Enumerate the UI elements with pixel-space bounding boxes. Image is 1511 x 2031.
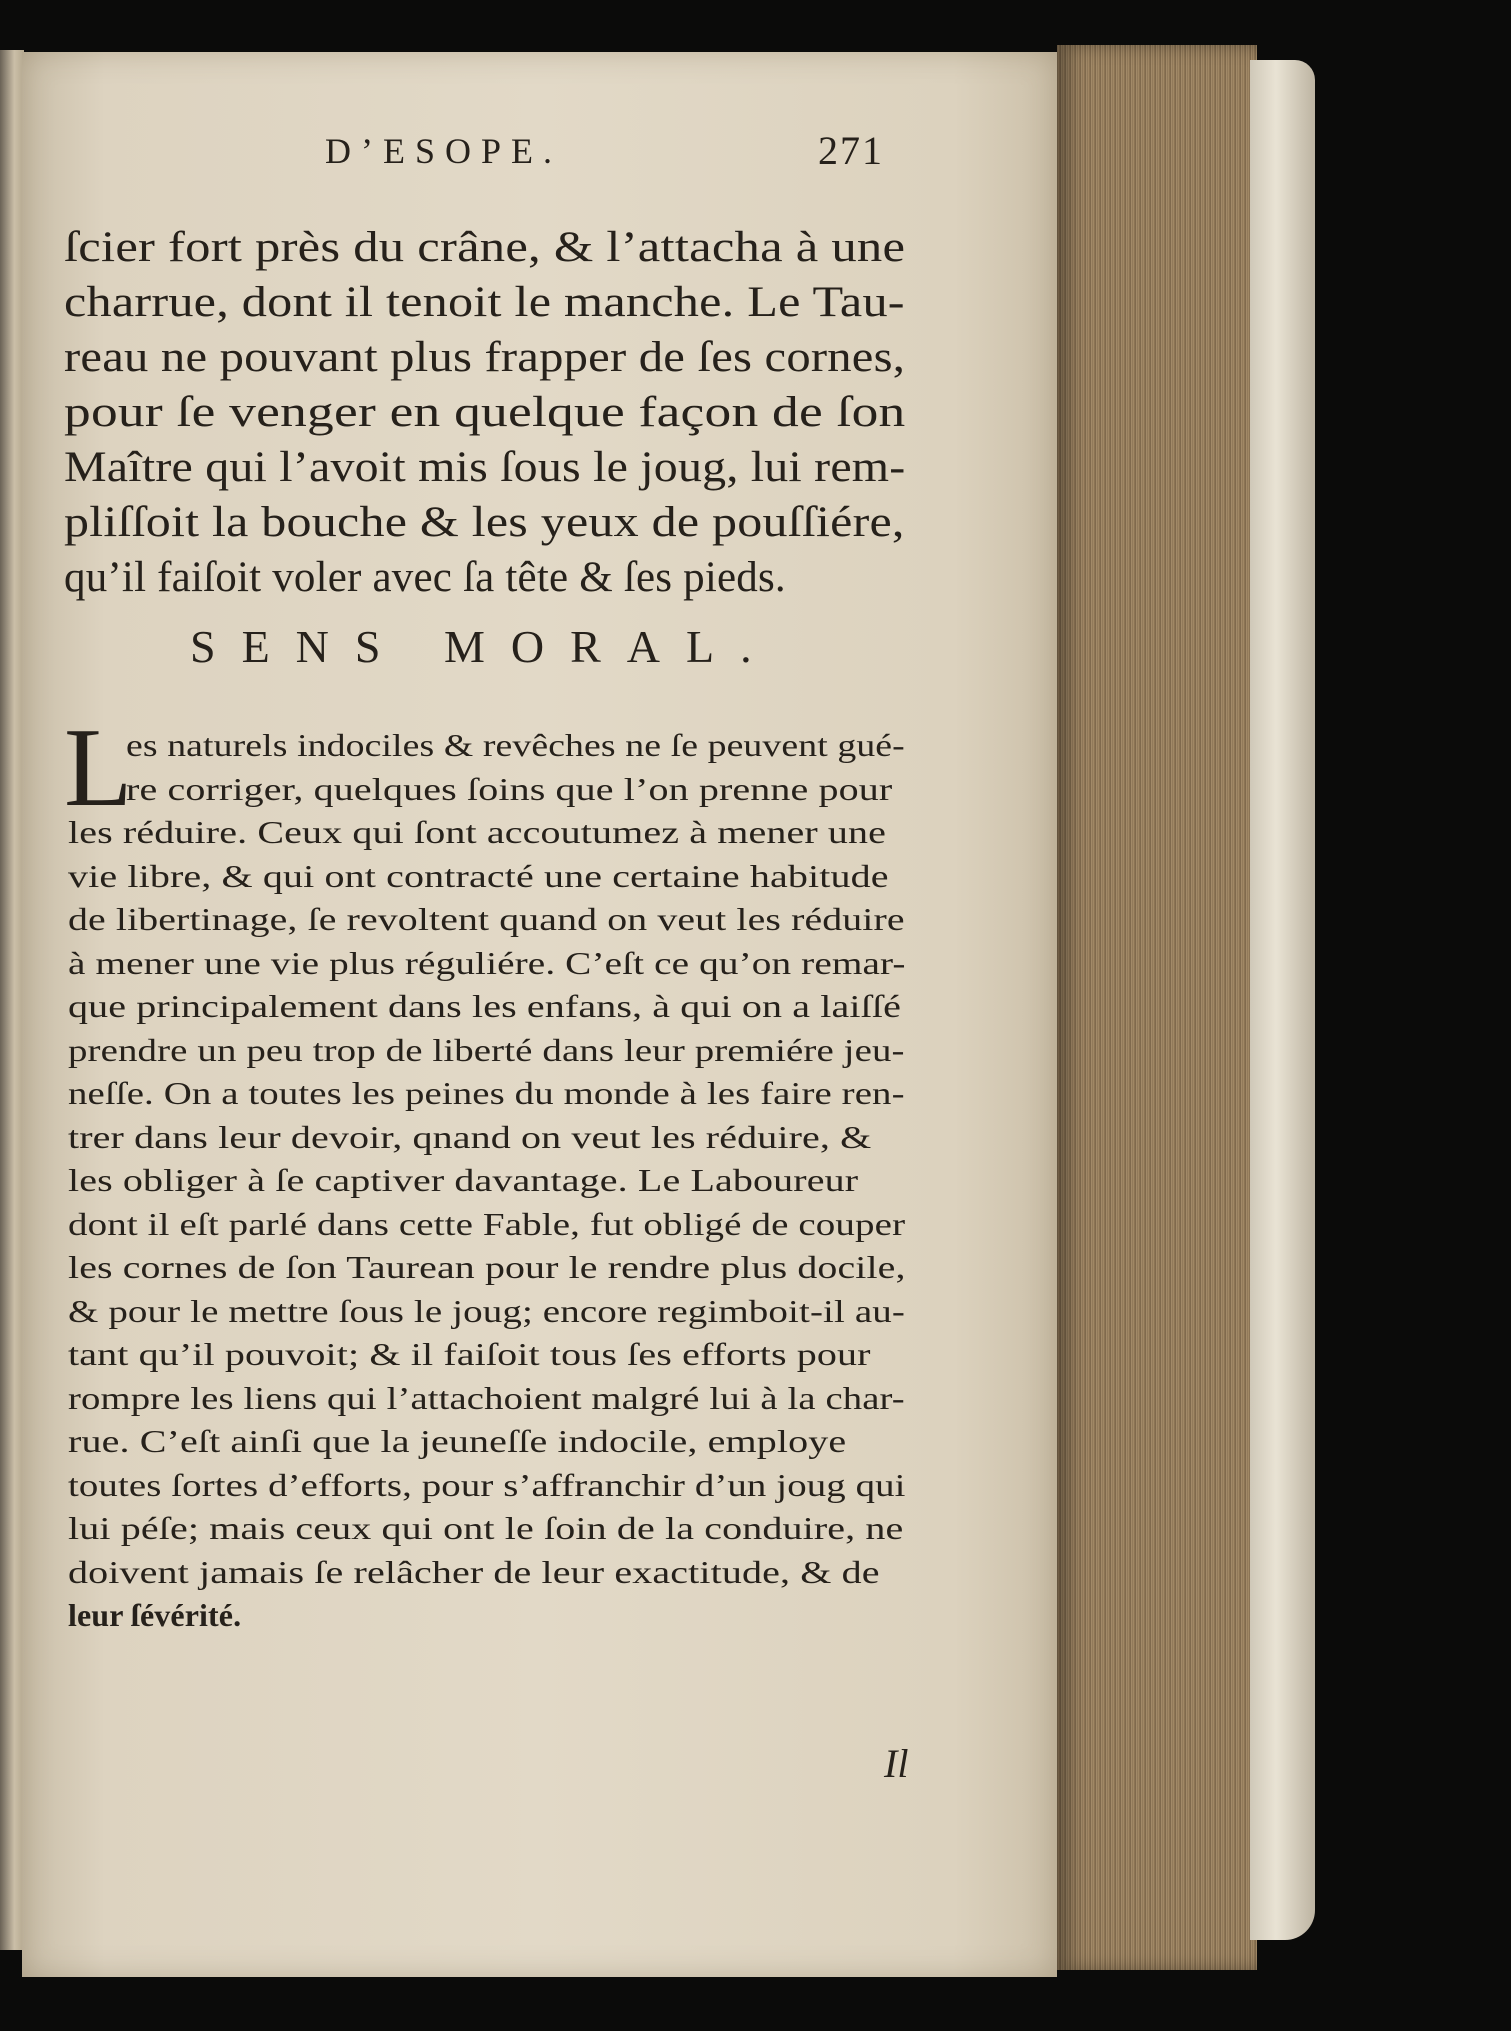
moral-line: tant qu’il pouvoit; & il faiſoit tous ſes efforts pour [68,1336,871,1372]
fable-line: pour ſe venger en quelque façon de ſon [64,389,906,436]
page-block-edge [1057,45,1257,1970]
moral-line: es naturels indociles & revêches ne ſe peuvent gué- [126,727,905,763]
moral-line: doivent jamais ſe relâcher de leur exactitude, & de [68,1554,880,1590]
drop-cap: L [64,706,133,830]
moral-line: toutes ſortes d’efforts, pour s’affranchir d’un joug qui [68,1467,906,1503]
moral-line: à mener une vie plus réguliére. C’eſt ce qu’on remar- [68,945,906,981]
moral-line: leur ſévérité. [68,1597,242,1633]
fable-line: Maître qui l’avoit mis ſous le joug, lui rem- [64,444,906,491]
moral-line: prendre un peu trop de liberté dans leur premiére jeu- [68,1032,905,1068]
moral-line: les cornes de ſon Taurean pour le rendre plus docile, [68,1249,906,1285]
catchword: Il [884,1741,909,1786]
page-number: 271 [818,128,884,173]
moral-line: dont il eſt parlé dans cette Fable, fut obligé de couper [68,1206,906,1242]
moral-line: les réduire. Ceux qui ſont accoutumez à mener une [68,814,887,850]
moral-line: & pour le mettre ſous le joug; encore regimboit-il au- [68,1293,905,1329]
running-title: D’ESOPE. [325,131,563,171]
fable-line: pliſſoit la bouche & les yeux de pouſſiére, [64,499,905,546]
fable-line: reau ne pouvant plus frapper de ſes cornes, [64,334,906,381]
vellum-binding [1250,60,1315,1940]
moral-line: que principalement dans les enfans, à qui on a laiſſé [68,988,902,1024]
moral-line: vie libre, & qui ont contracté une certaine habitude [68,858,889,894]
fable-line: charrue, dont il tenoit le manche. Le Tau- [64,279,905,326]
fable-line: qu’il faiſoit voler avec ſa tête & ſes pieds. [64,554,786,601]
moral-line: de libertinage, ſe revoltent quand on veut les réduire [68,901,905,937]
moral-line: re corriger, quelques ſoins que l’on prenne pour [126,771,893,807]
section-title: SENS MORAL. [190,621,778,672]
moral-line: trer dans leur devoir, qnand on veut les réduire, & [68,1119,872,1155]
moral-line: rompre les liens qui l’attachoient malgré lui à la char- [68,1380,905,1416]
moral-line: lui péſe; mais ceux qui ont le ſoin de la conduire, ne [68,1510,904,1546]
moral-line: rue. C’eſt ainſi que la jeuneſſe indocile, employe [68,1423,847,1459]
moral-line: neſſe. On a toutes les peines du monde à les faire ren- [68,1075,905,1111]
facing-page-edge [0,50,24,1950]
moral-line: les obliger à ſe captiver davantage. Le Laboureur [68,1162,859,1198]
fable-line: ſcier fort près du crâne, & l’attacha à une [64,224,906,271]
